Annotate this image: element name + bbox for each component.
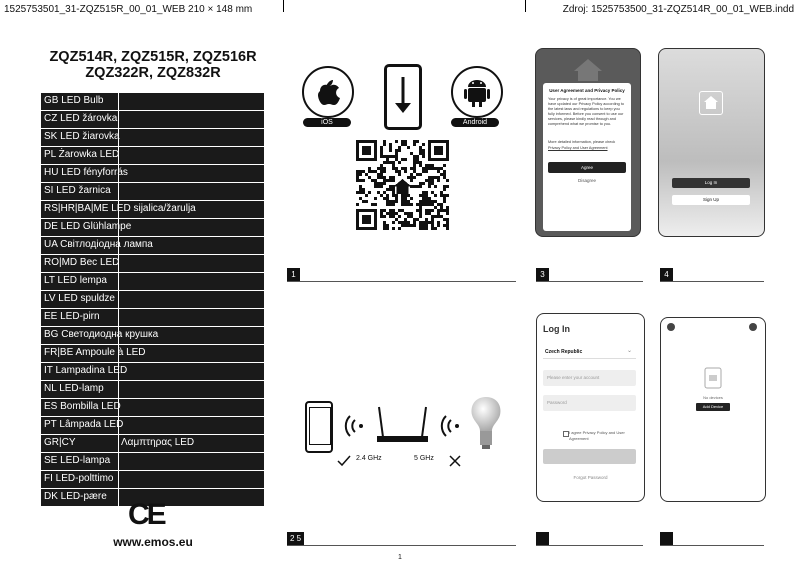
language-table <box>41 93 264 507</box>
column-divider <box>118 453 119 470</box>
language-row <box>41 309 264 327</box>
language-label: RO|MD Bec LED <box>44 257 120 268</box>
column-divider <box>118 291 119 308</box>
divider <box>660 545 764 546</box>
ce-mark: CE <box>128 498 164 531</box>
file-header-right: Zdroj: 1525753500_31-ZQZ514R_00_01_WEB.indd <box>562 4 794 15</box>
language-row <box>41 111 264 129</box>
file-header-left: 1525753501_31-ZQZ515R_00_01_WEB 210 × 148 mm <box>4 4 253 15</box>
language-row <box>41 471 264 489</box>
model-title <box>40 49 266 81</box>
language-row <box>41 381 264 399</box>
language-label: DE LED Glühlampe <box>44 221 132 232</box>
wifi-signal-icon <box>341 413 365 439</box>
step-marker-1: 1 <box>287 268 300 281</box>
router-icon <box>375 405 430 445</box>
column-divider <box>118 273 119 290</box>
language-row <box>41 255 264 273</box>
column-divider <box>118 381 119 398</box>
dialog-links[interactable]: Privacy Policy and User Agreement <box>548 146 608 150</box>
signup-button[interactable]: Sign Up <box>672 195 750 205</box>
phone-login-form <box>536 313 645 502</box>
phone-login-screen <box>658 48 765 237</box>
language-row <box>41 93 264 111</box>
password-input[interactable] <box>543 395 636 411</box>
language-row <box>41 165 264 183</box>
column-divider <box>118 489 119 506</box>
language-row <box>41 219 264 237</box>
language-row <box>41 273 264 291</box>
check-icon <box>337 455 351 467</box>
step-marker-4: 4 <box>660 268 673 281</box>
country-select[interactable] <box>543 344 636 359</box>
dialog-body: Your privacy is of great importance. You we have updated our Privacy Policy according to the latest laws and regulations to keep you fully informed. Before you consent to use our services, please kindly read through and comprehend what we promise to you. <box>548 97 624 126</box>
wifi-24ghz-label: 2.4 GHz <box>356 455 382 462</box>
home-logo-icon <box>572 57 604 83</box>
chevron-down-icon: ⌄ <box>626 348 632 354</box>
language-label: SI LED žarnica <box>44 185 111 196</box>
password-placeholder: Password <box>547 400 567 405</box>
add-device-button[interactable]: Add Device <box>696 403 730 411</box>
language-row <box>41 327 264 345</box>
agree-button[interactable]: Agree <box>548 162 626 173</box>
add-icon[interactable] <box>749 323 757 331</box>
column-divider <box>118 435 119 452</box>
step-marker-blank <box>660 532 673 545</box>
crop-mark <box>283 0 284 12</box>
language-row <box>41 201 264 219</box>
step-marker-3: 3 <box>536 268 549 281</box>
cross-icon <box>449 455 461 467</box>
language-label: NL LED-lamp <box>44 383 104 394</box>
website-url: www.emos.eu <box>113 535 193 549</box>
language-label: EE LED-pirn <box>44 311 100 322</box>
language-label: GB LED Bulb <box>44 95 104 106</box>
language-label: BG Светодиодна крушка <box>44 329 159 340</box>
model-line-2: ZQZ322R, ZQZ832R <box>85 65 221 81</box>
language-row <box>41 147 264 165</box>
language-label: UA Світлодіодна лампа <box>44 239 153 250</box>
language-label: FI LED-polttimo <box>44 473 114 484</box>
app-logo-icon <box>699 91 723 115</box>
wifi-5ghz-label: 5 GHz <box>414 455 434 462</box>
smartphone-icon <box>305 401 333 453</box>
column-divider <box>118 93 119 110</box>
divider <box>536 545 643 546</box>
column-divider <box>118 471 119 488</box>
language-label-extra: Λαμπτηρας LED <box>121 437 195 448</box>
profile-icon[interactable] <box>667 323 675 331</box>
language-label: LT LED lempa <box>44 275 107 286</box>
privacy-dialog <box>543 83 631 231</box>
account-placeholder: Please enter your account <box>547 375 600 380</box>
language-row <box>41 345 264 363</box>
dialog-title: User Agreement and Privacy Policy <box>549 88 625 93</box>
language-row <box>41 435 264 453</box>
account-input[interactable] <box>543 370 636 386</box>
language-label: FR|BE Ampoule à LED <box>44 347 146 358</box>
column-divider <box>118 309 119 326</box>
light-bulb-icon <box>468 395 504 451</box>
wifi-signal-icon <box>437 413 461 439</box>
language-row <box>41 129 264 147</box>
model-line-1: ZQZ514R, ZQZ515R, ZQZ516R <box>49 49 257 65</box>
phone-home-screen <box>660 317 766 502</box>
step-marker-blank <box>536 532 549 545</box>
language-label: DK LED-pære <box>44 491 107 502</box>
language-row <box>41 363 264 381</box>
crop-mark <box>525 0 526 12</box>
language-label: SE LED-lampa <box>44 455 111 466</box>
language-label: SK LED žiarovka <box>44 131 120 142</box>
android-store-icon <box>451 66 503 118</box>
divider <box>287 281 516 282</box>
language-label: PL Żarowka LED <box>44 149 120 160</box>
language-row <box>41 237 264 255</box>
language-label: IT Lampadina LED <box>44 365 128 376</box>
login-button[interactable]: Log In <box>672 178 750 188</box>
country-value: Czech Republic <box>545 349 583 355</box>
no-devices-text: No devices <box>703 395 723 400</box>
language-label: PT Lâmpada LED <box>44 419 124 430</box>
disagree-button[interactable]: Disagree <box>577 178 596 183</box>
dialog-more: More detailed information, please check <box>548 140 616 144</box>
divider <box>660 281 764 282</box>
divider <box>536 281 643 282</box>
column-divider <box>118 111 119 128</box>
apple-store-icon <box>302 66 354 118</box>
language-label: ES Bombilla LED <box>44 401 121 412</box>
empty-device-icon <box>704 367 722 389</box>
download-phone-icon <box>384 64 422 130</box>
forgot-password-link[interactable]: Forgot Password <box>573 475 608 480</box>
language-label: GR|CY <box>44 437 76 448</box>
ios-label: iOS <box>303 118 351 127</box>
language-label: LV LED spuldze <box>44 293 115 304</box>
step-marker-2-5: 2 5 <box>287 532 304 545</box>
language-row <box>41 453 264 471</box>
divider <box>287 545 516 546</box>
agree-text: I agree Privacy Policy and User Agreement <box>569 430 625 441</box>
language-row <box>41 183 264 201</box>
login-submit-button[interactable] <box>543 449 636 464</box>
language-label: CZ LED žárovka <box>44 113 118 124</box>
language-row <box>41 291 264 309</box>
phone-privacy-screen <box>535 48 641 237</box>
login-form-title: Log In <box>543 324 570 334</box>
language-label: HU LED fényforrás <box>44 167 128 178</box>
language-row <box>41 417 264 435</box>
page-number: 1 <box>398 554 402 561</box>
language-row <box>41 399 264 417</box>
language-label: RS|HR|BA|ME LED sijalica/žarulja <box>44 203 196 214</box>
qr-code[interactable] <box>356 140 449 230</box>
column-divider <box>118 183 119 200</box>
android-label: Android <box>451 118 499 127</box>
